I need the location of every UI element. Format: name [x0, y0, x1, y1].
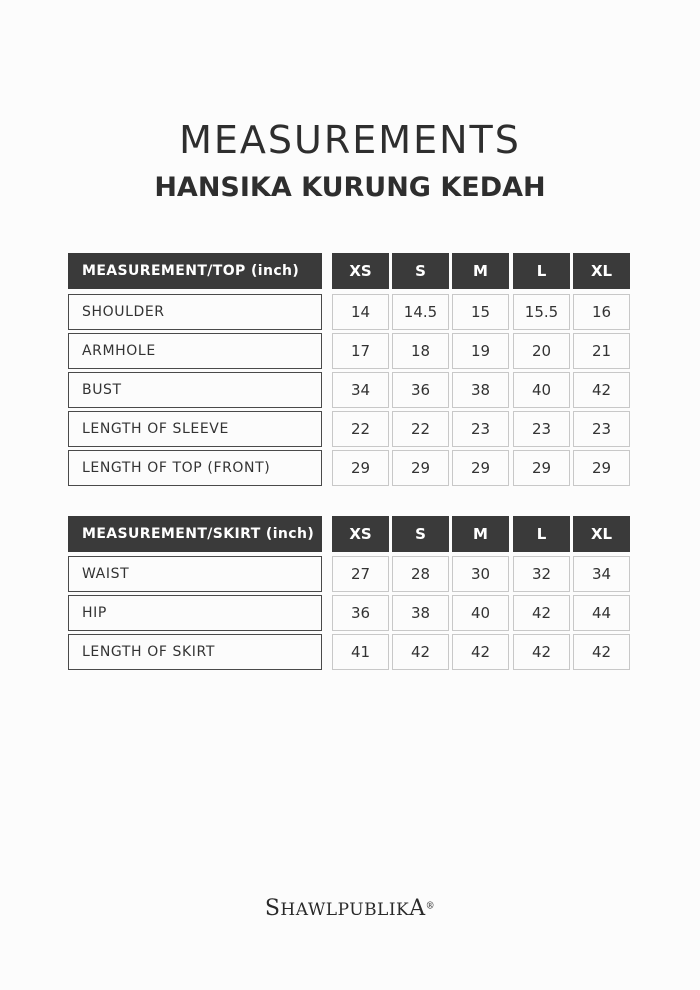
- measure-value: 34: [332, 372, 389, 408]
- measure-value: 41: [332, 634, 389, 670]
- row-label: HIP: [68, 595, 322, 631]
- size-header-xs: XS: [332, 516, 389, 552]
- size-header-s: S: [392, 253, 449, 289]
- measure-value: 36: [332, 595, 389, 631]
- measure-value: 28: [392, 556, 449, 592]
- table-header-row: [68, 253, 634, 289]
- table-row: [68, 595, 634, 631]
- measure-value: 21: [573, 333, 630, 369]
- brand-middle: HAWLPUBLIK: [280, 900, 410, 920]
- measure-value: 34: [573, 556, 630, 592]
- measure-value: 15: [452, 294, 509, 330]
- size-header-xl: XL: [573, 516, 630, 552]
- measure-value: 42: [392, 634, 449, 670]
- table-row: [68, 372, 634, 408]
- brand-last-letter: A: [409, 896, 426, 921]
- row-label: WAIST: [68, 556, 322, 592]
- table-header-row: [68, 516, 634, 552]
- table-row: [68, 411, 634, 447]
- size-header-xl: XL: [573, 253, 630, 289]
- table-row: [68, 294, 634, 330]
- measure-value: 29: [392, 450, 449, 486]
- measure-value: 40: [452, 595, 509, 631]
- measure-value: 19: [452, 333, 509, 369]
- measure-value: 18: [392, 333, 449, 369]
- measure-value: 22: [392, 411, 449, 447]
- brand-logo: [0, 896, 700, 921]
- size-header-l: L: [513, 253, 570, 289]
- brand-first-letter: S: [264, 896, 281, 921]
- measure-value: 23: [452, 411, 509, 447]
- product-name: HANSIKA KURUNG KEDAH: [154, 172, 546, 203]
- measure-value: 42: [452, 634, 509, 670]
- size-header-s: S: [392, 516, 449, 552]
- measure-value: 42: [573, 372, 630, 408]
- size-header-xs: XS: [332, 253, 389, 289]
- measure-value: 29: [513, 450, 570, 486]
- row-label: LENGTH OF TOP (FRONT): [68, 450, 322, 486]
- measure-value: 17: [332, 333, 389, 369]
- measure-value: 44: [573, 595, 630, 631]
- measure-value: 30: [452, 556, 509, 592]
- measure-value: 14.5: [392, 294, 449, 330]
- row-label: BUST: [68, 372, 322, 408]
- size-header-m: M: [452, 516, 509, 552]
- table-row: [68, 333, 634, 369]
- measure-value: 23: [573, 411, 630, 447]
- row-label: LENGTH OF SKIRT: [68, 634, 322, 670]
- measure-value: 29: [452, 450, 509, 486]
- measure-value: 16: [573, 294, 630, 330]
- measure-value: 38: [452, 372, 509, 408]
- measure-value: 20: [513, 333, 570, 369]
- row-label: SHOULDER: [68, 294, 322, 330]
- measure-value: 29: [332, 450, 389, 486]
- page-title: MEASUREMENTS: [179, 118, 521, 162]
- measure-value: 15.5: [513, 294, 570, 330]
- measure-value: 42: [573, 634, 630, 670]
- measure-value: 42: [513, 595, 570, 631]
- table-header-label: MEASUREMENT/SKIRT (inch): [68, 516, 322, 552]
- measure-value: 40: [513, 372, 570, 408]
- size-header-l: L: [513, 516, 570, 552]
- table-header-label: MEASUREMENT/TOP (inch): [68, 253, 322, 289]
- row-label: LENGTH OF SLEEVE: [68, 411, 322, 447]
- size-header-m: M: [452, 253, 509, 289]
- measure-value: 36: [392, 372, 449, 408]
- row-label: ARMHOLE: [68, 333, 322, 369]
- measure-value: 23: [513, 411, 570, 447]
- measure-value: 38: [392, 595, 449, 631]
- measure-value: 42: [513, 634, 570, 670]
- table-row: [68, 556, 634, 592]
- table-row: [68, 634, 634, 670]
- measure-value: 32: [513, 556, 570, 592]
- measure-value: 22: [332, 411, 389, 447]
- table-row: [68, 450, 634, 486]
- measure-value: 29: [573, 450, 630, 486]
- registered-mark: ®: [425, 901, 436, 912]
- measure-value: 14: [332, 294, 389, 330]
- measure-value: 27: [332, 556, 389, 592]
